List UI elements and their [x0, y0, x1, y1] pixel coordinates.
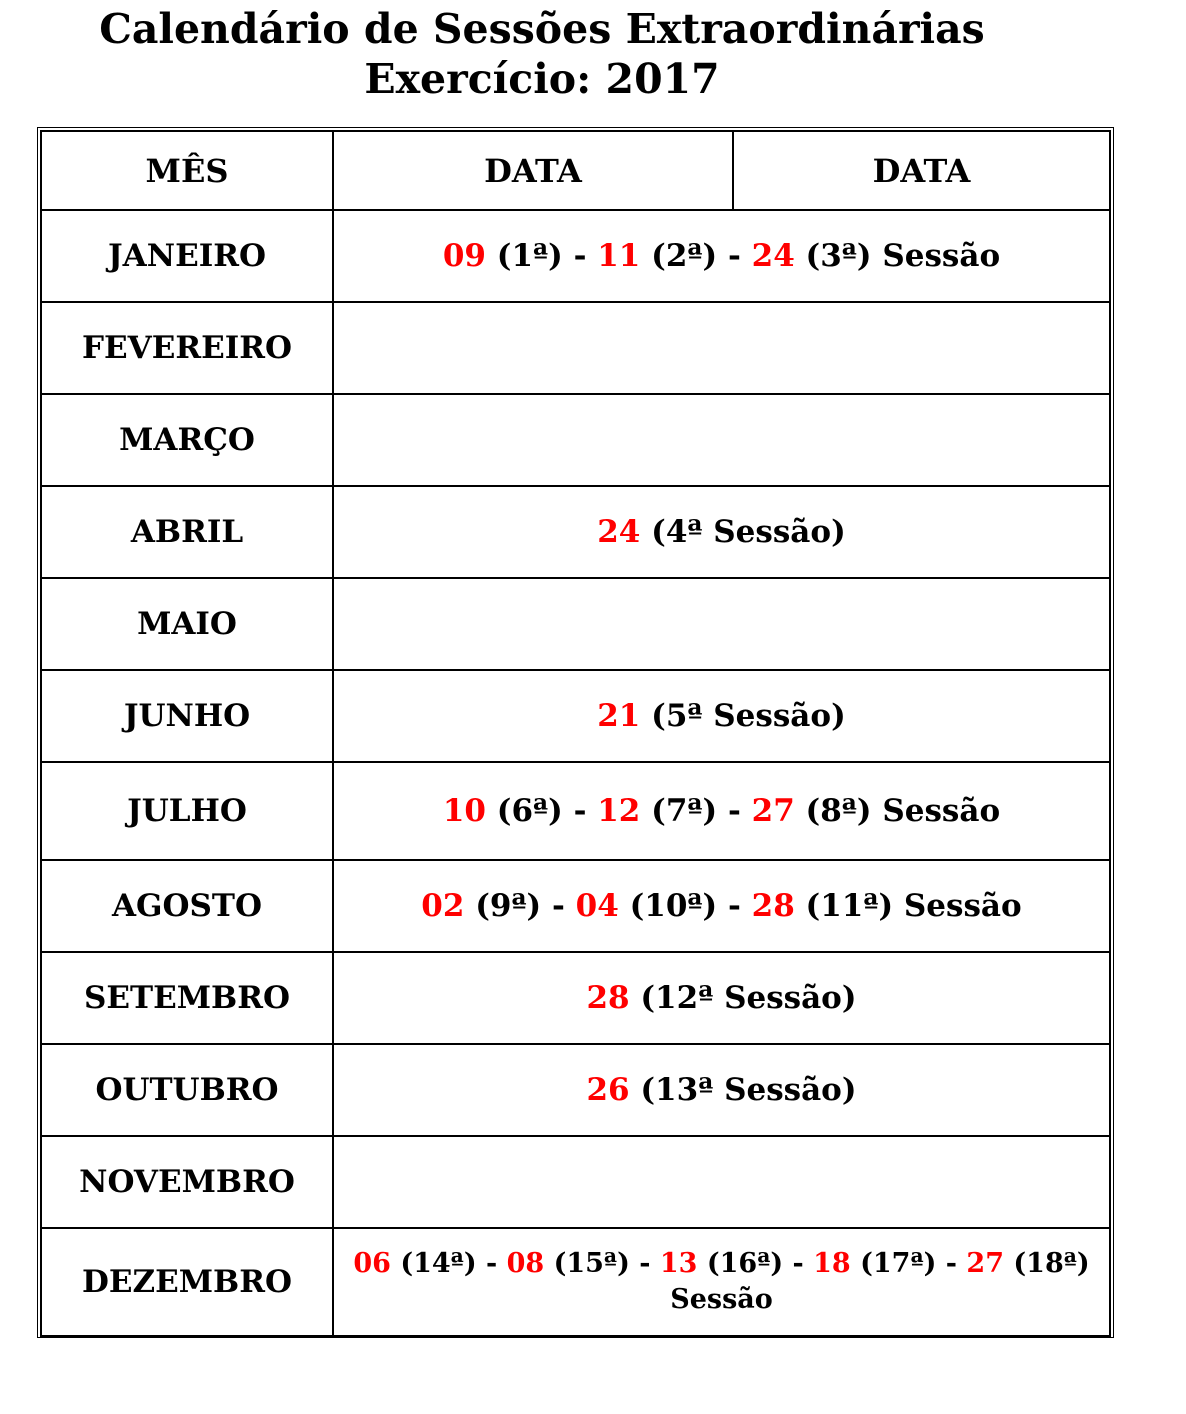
dates-cell [333, 394, 1110, 486]
header-date-2: DATA [733, 131, 1110, 210]
session-day: 11 [597, 238, 641, 274]
dates-cell [333, 1044, 1110, 1136]
title-line-1: Calendário de Sessões Extraordinárias [99, 5, 985, 53]
session-label: (9ª) - [464, 888, 576, 924]
calendar-table [40, 130, 1111, 1337]
session-day: 09 [442, 238, 486, 274]
dates-cell [333, 578, 1110, 670]
session-label: (8ª) Sessão [794, 793, 1001, 829]
table-row [41, 1228, 1110, 1336]
calendar-table-frame [37, 127, 1114, 1338]
session-day: 13 [659, 1248, 698, 1279]
title-line-2: Exercício: 2017 [364, 55, 720, 103]
session-day: 08 [506, 1248, 545, 1279]
table-row [41, 860, 1110, 952]
session-day: 02 [421, 888, 465, 924]
dates-cell [333, 486, 1110, 578]
session-label: (1ª) - [485, 238, 598, 274]
session-label: (13ª Sessão) [629, 1072, 857, 1108]
table-row [41, 952, 1110, 1044]
table-body [41, 210, 1110, 1336]
month-cell: ABRIL [41, 486, 333, 578]
session-label: (11ª) Sessão [794, 888, 1022, 924]
table-row [41, 302, 1110, 394]
table-row [41, 486, 1110, 578]
session-day: 04 [575, 888, 619, 924]
session-day: 24 [751, 238, 795, 274]
dates-cell [333, 1136, 1110, 1228]
month-cell: JUNHO [41, 670, 333, 762]
table-row [41, 762, 1110, 860]
session-label: (2ª) - [640, 238, 752, 274]
session-label: (7ª) - [640, 793, 752, 829]
month-cell: JANEIRO [41, 210, 333, 302]
session-day: 24 [597, 514, 641, 550]
month-cell: MARÇO [41, 394, 333, 486]
table-row [41, 394, 1110, 486]
month-cell: AGOSTO [41, 860, 333, 952]
header-month: MÊS [41, 131, 333, 210]
month-cell: JULHO [41, 762, 333, 860]
session-day: 27 [966, 1248, 1004, 1279]
session-label: (14ª) - [390, 1248, 507, 1279]
session-day: 28 [751, 888, 795, 924]
session-label: (12ª Sessão) [629, 980, 857, 1016]
dates-cell [333, 302, 1110, 394]
dates-cell [333, 210, 1110, 302]
dates-cell [333, 860, 1110, 952]
session-label: (16ª) - [697, 1248, 814, 1279]
dates-cell [333, 1228, 1110, 1336]
session-day: 06 [353, 1248, 391, 1279]
session-label: (17ª) - [850, 1248, 967, 1279]
session-day: 10 [442, 793, 486, 829]
document-title [0, 4, 1084, 104]
dates-cell [333, 762, 1110, 860]
session-label: (5ª Sessão) [640, 698, 846, 734]
table-row [41, 210, 1110, 302]
month-cell: NOVEMBRO [41, 1136, 333, 1228]
table-row [41, 578, 1110, 670]
month-cell: MAIO [41, 578, 333, 670]
header-date-1: DATA [333, 131, 733, 210]
session-day: 12 [597, 793, 641, 829]
session-day: 28 [586, 980, 630, 1016]
table-row [41, 670, 1110, 762]
session-label: (18ª) Sessão [670, 1248, 1090, 1315]
session-day: 26 [586, 1072, 630, 1108]
session-label: (15ª) - [544, 1248, 660, 1279]
dates-cell [333, 670, 1110, 762]
month-cell: OUTUBRO [41, 1044, 333, 1136]
month-cell: FEVEREIRO [41, 302, 333, 394]
session-label: (6ª) - [485, 793, 598, 829]
header-row [41, 131, 1110, 210]
table-row [41, 1044, 1110, 1136]
session-day: 21 [597, 698, 641, 734]
session-label: (3ª) Sessão [794, 238, 1001, 274]
session-day: 27 [751, 793, 795, 829]
month-cell: SETEMBRO [41, 952, 333, 1044]
session-label: (4ª Sessão) [640, 514, 846, 550]
session-label: (10ª) - [618, 888, 752, 924]
month-cell: DEZEMBRO [41, 1228, 333, 1336]
table-row [41, 1136, 1110, 1228]
dates-cell [333, 952, 1110, 1044]
session-day: 18 [813, 1248, 851, 1279]
